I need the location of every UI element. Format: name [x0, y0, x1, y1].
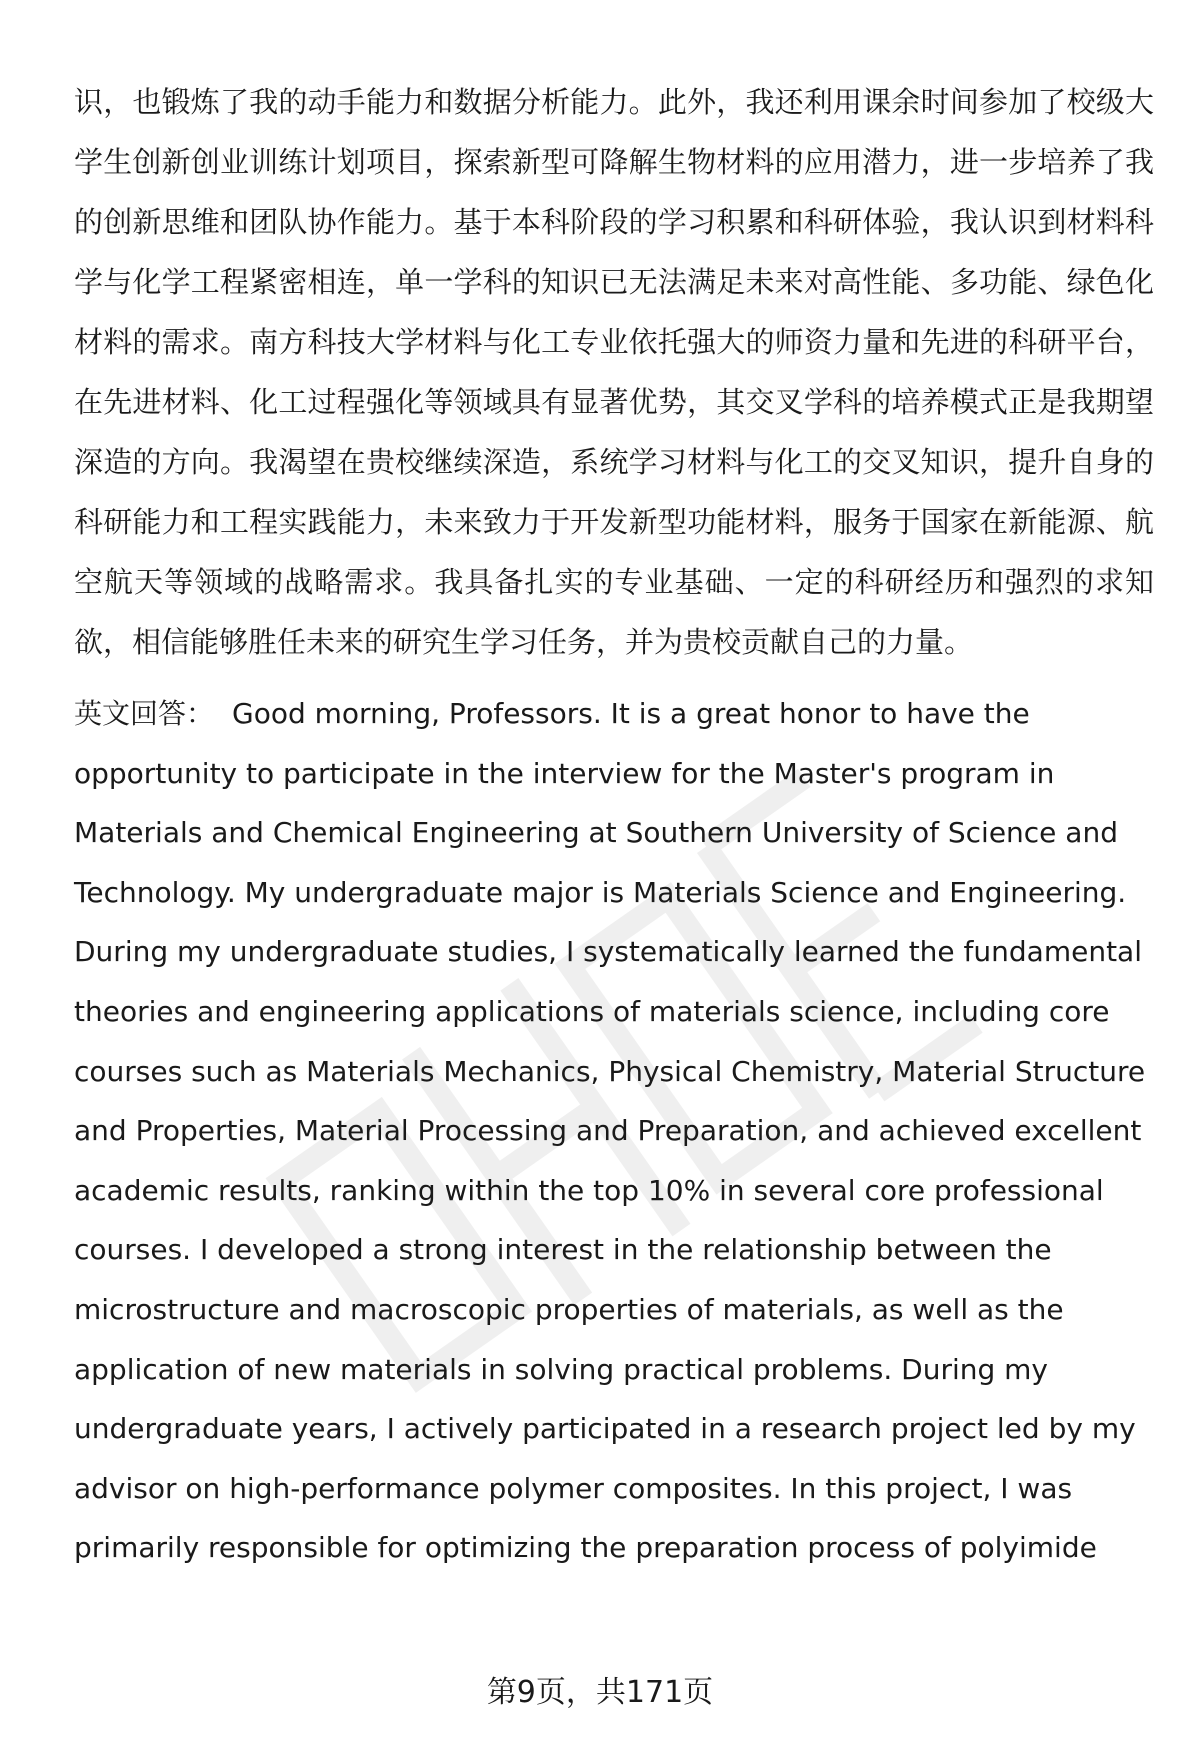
chinese-paragraph: 识，也锻炼了我的动手能力和数据分析能力。此外，我还利用课余时间参加了校级大学生创新创业训练计划项目，探索新型可降解生物材料的应用潜力，进一步培养了我的创新思维和团队协作能力。基于本科阶段的学习积累和科研体验，我认识到材料科学与化学工程紧密相连，单一学科的知识已无法满足未来对高性能、多功能、绿色化材料的需求。南方科技大学材料与化工专业依托强大的师资力量和先进的科研平台，在先进材料、化工过程强化等领域具有显著优势，其交叉学科的培养模式正是我期望深造的方向。我渴望在贵校继续深造，系统学习材料与化工的交叉知识，提升自身的科研能力和工程实践能力，未来致力于开发新型功能材料，服务于国家在新能源、航空航天等领域的战略需求。我具备扎实的专业基础、一定的科研经历和强烈的求知欲，相信能够胜任未来的研究生学习任务，并为贵校贡献自己的力量。: [74, 85, 1154, 659]
document-body: [74, 72, 1154, 1578]
english-answer-text: Good morning, Professors. It is a great honor to have the opportunity to participate in the interview for the Master's program in Materials and Chemical Engineering at Southern University of Science and Technology. My undergraduate major is Materials Science and Engineering. During my undergraduate studies, I systematically learned the fundamental theories and engineering applications of materials science, including core courses such as Materials Mechanics, Physical Chemistry, Material Structure and Properties, Material Processing and Preparation, and achieved excellent academic results, ranking within the top 10% in several core professional courses. I developed a strong interest in the relationship between the microstructure and macroscopic properties of materials, as well as the application of new materials in solving practical problems. During my undergraduate years, I actively participated in a research project led by my advisor on high-performance polymer composites. In this project, I was primarily responsible for optimizing the preparation process of polyimide: [74, 697, 1146, 1565]
english-answer-paragraph: [74, 684, 1154, 1578]
page-number-footer: 第9页，共171页: [486, 1675, 714, 1710]
english-answer-label: 英文回答：: [74, 697, 215, 730]
